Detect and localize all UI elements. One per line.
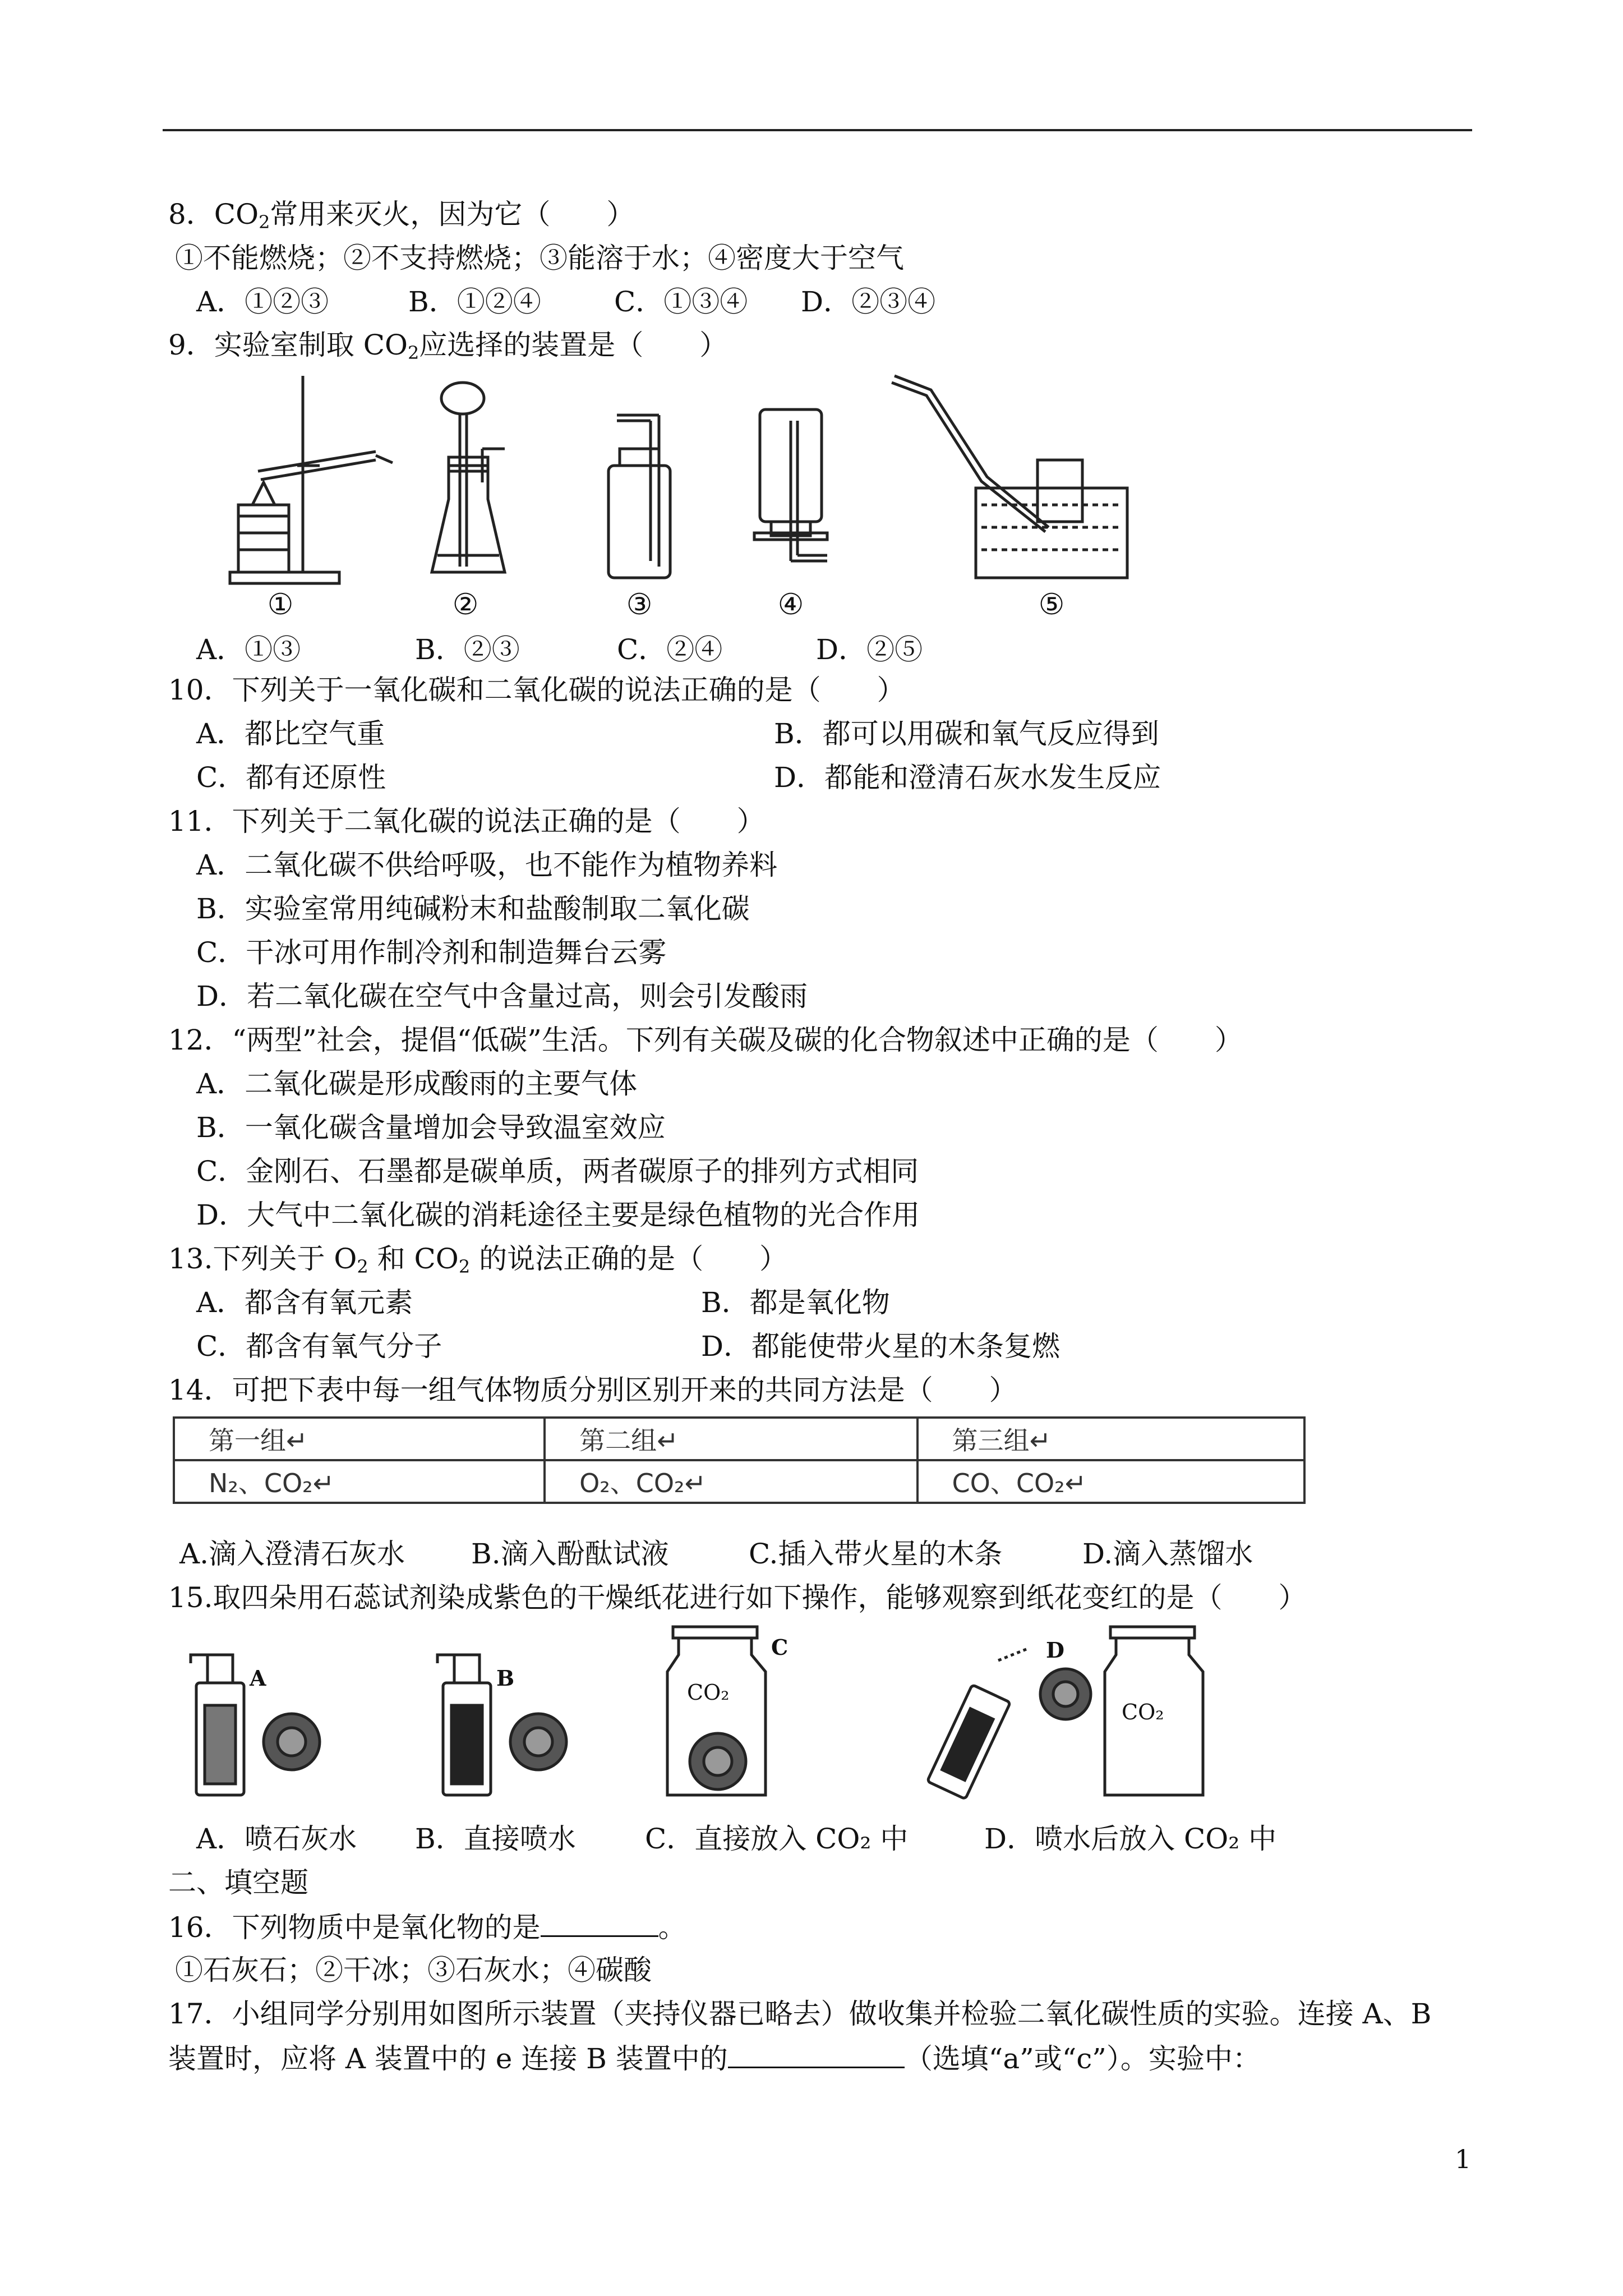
q11-option-d[interactable]: D．若二氧化碳在空气中含量过高，则会引发酸雨 (196, 980, 808, 1013)
q12-stem: 12．“两型”社会，提倡“低碳”生活。下列有关碳及碳的化合物叙述中正确的是（ ） (168, 1024, 1243, 1056)
q15-option-c[interactable]: C．直接放入 CO₂ 中 (645, 1823, 909, 1855)
q11-option-a[interactable]: A．二氧化碳不供给呼吸，也不能作为植物养料 (196, 849, 778, 881)
q11-option-c[interactable]: C．干冰可用作制冷剂和制造舞台云雾 (196, 936, 667, 969)
apparatus-label-4: ④ (777, 588, 804, 622)
q13-stem: 13.下列关于 $O_2$ 和 $CO_2$ 的说法正确的是（ ） (168, 1243, 788, 1277)
apparatus-1-heating-icon (230, 376, 393, 583)
flower-d-icon (1040, 1669, 1091, 1719)
apparatus-label-1: ① (267, 588, 294, 622)
co2-label-d: CO₂ (1122, 1700, 1164, 1724)
fig-label-d: D (1046, 1637, 1064, 1663)
q16-stem: 16．下列物质中是氧化物的是 。 (168, 1910, 686, 1944)
q14-option-b[interactable]: B.滴入酚酞试液 (471, 1538, 669, 1570)
q15-option-d[interactable]: D．喷水后放入 CO₂ 中 (984, 1823, 1277, 1855)
flower-experiment-figure (179, 1621, 1245, 1806)
q12-option-b[interactable]: B．一氧化碳含量增加会导致温室效应 (196, 1111, 666, 1144)
q17-line-1: 17．小组同学分别用如图所示装置（夹持仪器已略去）做收集并检验二氧化碳性质的实验。连接 A、B (168, 1998, 1432, 2030)
section-heading: 二、填空题 (168, 1866, 308, 1899)
apparatus-label-3: ③ (626, 588, 653, 622)
q11-stem: 11．下列关于二氧化碳的说法正确的是（ ） (168, 805, 765, 838)
q14-option-a[interactable]: A.滴入澄清石灰水 (179, 1538, 405, 1570)
table-header-cell: 第一组↵ (174, 1418, 545, 1460)
gas-groups-table (173, 1416, 1306, 1504)
q17-answer-blank[interactable] (728, 2041, 905, 2068)
page-number: 1 (1455, 2144, 1472, 2174)
q12-option-a[interactable]: A．二氧化碳是形成酸雨的主要气体 (196, 1068, 638, 1100)
fig-label-c: C (771, 1635, 789, 1660)
q13-option-b[interactable]: B．都是氧化物 (701, 1286, 890, 1319)
q10-option-a[interactable]: A．都比空气重 (196, 717, 385, 750)
q10-stem: 10．下列关于一氧化碳和二氧化碳的说法正确的是（ ） (168, 674, 905, 706)
header-rule (163, 129, 1472, 131)
q9-stem: 9．实验室制取 $CO_2$应选择的装置是（ ） (168, 329, 728, 364)
q16-items: ①石灰石；②干冰；③石灰水；④碳酸 (175, 1954, 652, 1986)
q16-answer-blank[interactable] (541, 1910, 658, 1937)
flower-a-icon (264, 1714, 320, 1770)
table-cell: N₂、CO₂↵ (174, 1460, 545, 1503)
table-header-cell: 第二组↵ (545, 1418, 917, 1460)
q9-option-d[interactable]: D．②⑤ (816, 633, 923, 666)
apparatus-label-5: ⑤ (1038, 588, 1065, 622)
co2-jar-c-icon (667, 1627, 766, 1795)
q15-option-a[interactable]: A．喷石灰水 (196, 1823, 357, 1855)
q9-option-a[interactable]: A．①③ (196, 633, 301, 666)
q14-option-d[interactable]: D.滴入蒸馏水 (1082, 1538, 1253, 1570)
apparatus-label-2: ② (452, 588, 479, 622)
q8-stem: 8．$CO_2$常用来灭火，因为它（ ） (168, 198, 635, 233)
q10-option-c[interactable]: C．都有还原性 (196, 761, 386, 794)
q13-option-a[interactable]: A．都含有氧元素 (196, 1286, 413, 1319)
spray-bottle-b-icon (437, 1655, 491, 1795)
apparatus-4-inverted-bottle-icon (754, 409, 827, 561)
q8-items: ①不能燃烧；②不支持燃烧；③能溶于水；④密度大于空气 (175, 242, 904, 274)
q13-option-d[interactable]: D．都能使带火星的木条复燃 (701, 1330, 1061, 1363)
flower-b-icon (510, 1714, 566, 1770)
table-row (174, 1460, 1304, 1503)
apparatus-2-flask-icon (432, 383, 505, 572)
table-cell: CO、CO₂↵ (917, 1460, 1304, 1503)
co2-label-c: CO₂ (687, 1680, 730, 1705)
table-header-cell: 第三组↵ (917, 1418, 1304, 1460)
apparatus-5-water-trough-icon (892, 376, 1127, 578)
q9-option-b[interactable]: B．②③ (415, 633, 520, 666)
table-header-row (174, 1418, 1304, 1460)
q8-option-c[interactable]: C．①③④ (614, 286, 748, 318)
apparatus-figure (213, 365, 1138, 634)
q15-stem: 15.取四朵用石蕊试剂染成紫色的干燥纸花进行如下操作，能够观察到纸花变红的是（ ） (168, 1581, 1307, 1614)
q12-option-d[interactable]: D．大气中二氧化碳的消耗途径主要是绿色植物的光合作用 (196, 1199, 920, 1231)
q8-option-d[interactable]: D．②③④ (801, 286, 936, 318)
q14-option-c[interactable]: C.插入带火星的木条 (749, 1538, 1003, 1570)
fig-label-b: B (496, 1665, 515, 1691)
q11-option-b[interactable]: B．实验室常用纯碱粉末和盐酸制取二氧化碳 (196, 892, 750, 925)
q17-line-2: 装置时，应将 A 装置中的 e 连接 B 装置中的 （选填“a”或“c”）。实验中： (168, 2041, 1261, 2076)
q9-option-c[interactable]: C．②④ (617, 633, 723, 666)
q10-option-b[interactable]: B．都可以用碳和氧气反应得到 (774, 717, 1159, 750)
q15-option-b[interactable]: B．直接喷水 (415, 1823, 576, 1855)
q13-option-c[interactable]: C．都含有氧气分子 (196, 1330, 442, 1363)
apparatus-3-bottle-icon (608, 415, 670, 578)
fig-label-a: A (250, 1665, 266, 1691)
q8-option-b[interactable]: B．①②④ (408, 286, 541, 318)
q12-option-c[interactable]: C．金刚石、石墨都是碳单质，两者碳原子的排列方式相同 (196, 1155, 919, 1188)
q14-stem: 14．可把下表中每一组气体物质分别区别开来的共同方法是（ ） (168, 1374, 1017, 1406)
spray-bottle-a-icon (191, 1655, 244, 1795)
q8-option-a[interactable]: A．①②③ (196, 286, 329, 318)
q10-option-d[interactable]: D．都能和澄清石灰水发生反应 (774, 761, 1161, 794)
spray-bottle-d-icon (927, 1649, 1026, 1799)
table-cell: O₂、CO₂↵ (545, 1460, 917, 1503)
